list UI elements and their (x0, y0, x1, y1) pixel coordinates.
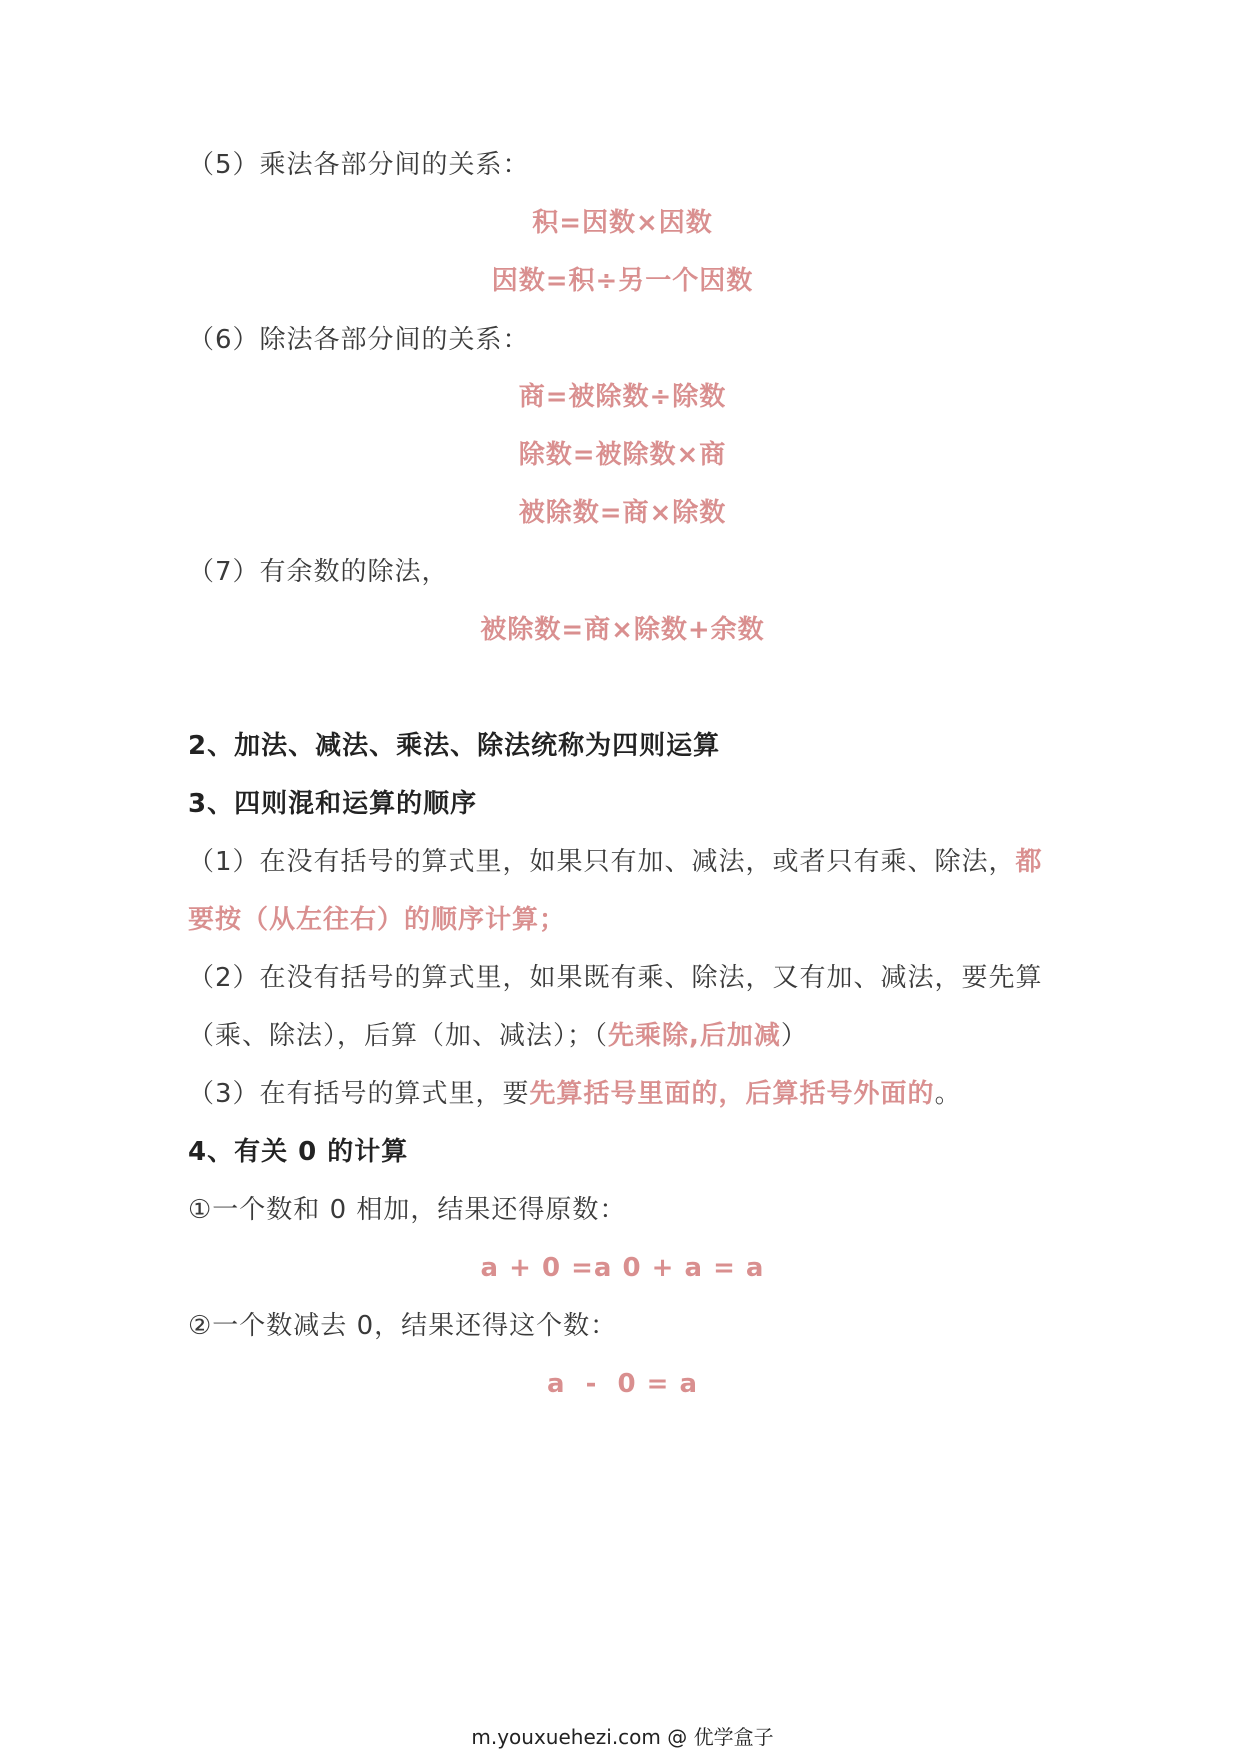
formula-factor: 因数=积÷另一个因数 (491, 266, 754, 296)
rule2-highlight: 先乘除,后加减 (608, 1021, 781, 1051)
formula-dividend: 被除数=商×除数 (518, 498, 727, 528)
rule1-line2: 要按（从左往右）的顺序计算； (188, 905, 567, 935)
zero-rule2-text: ②一个数减去 0，结果还得这个数： (188, 1311, 618, 1341)
formula-zero-add: a + 0 =a 0 + a = a (480, 1253, 765, 1283)
rule1-text: （1）在没有括号的算式里，如果只有加、减法，或者只有乘、除法， (188, 847, 1016, 877)
formula-zero-subtract: a - 0 = a (546, 1369, 699, 1399)
rule3-text: （3）在有括号的算式里，要 (188, 1079, 530, 1109)
rule1-line1 (188, 842, 1043, 882)
rule3-highlight: 先算括号里面的，后算括号外面的 (529, 1079, 935, 1109)
rule3-end: 。 (934, 1079, 962, 1109)
rule3-line (188, 1074, 962, 1114)
zero-rule1-text: ①一个数和 0 相加，结果还得原数： (188, 1195, 627, 1225)
rule2-line2 (188, 1016, 808, 1056)
rule2-end: ） (780, 1021, 808, 1051)
formula-divisor: 除数=被除数×商 (518, 440, 727, 470)
formula-remainder: 被除数=商×除数+余数 (480, 615, 765, 645)
rule2-text: （乘、除法），后算（加、减法）；（ (188, 1021, 609, 1051)
rule2-line1: （2）在没有括号的算式里，如果既有乘、除法，又有加、减法，要先算 (188, 963, 1043, 993)
heading-four-operations: 2、加法、减法、乘法、除法统称为四则运算 (188, 731, 721, 761)
rule1-highlight-a: 都 (1015, 847, 1043, 877)
section5-title: （5）乘法各部分间的关系： (188, 150, 530, 180)
heading-order-of-operations: 3、四则混和运算的顺序 (188, 789, 478, 819)
formula-product: 积=因数×因数 (532, 208, 713, 238)
formula-quotient: 商=被除数÷除数 (518, 382, 727, 412)
footer-watermark: m.youxuehezi.com @ 优学盒子 (471, 1725, 774, 1749)
section7-title: （7）有余数的除法， (188, 557, 449, 587)
heading-zero-calculation: 4、有关 0 的计算 (188, 1137, 409, 1167)
section6-title: （6）除法各部分间的关系： (188, 325, 530, 355)
